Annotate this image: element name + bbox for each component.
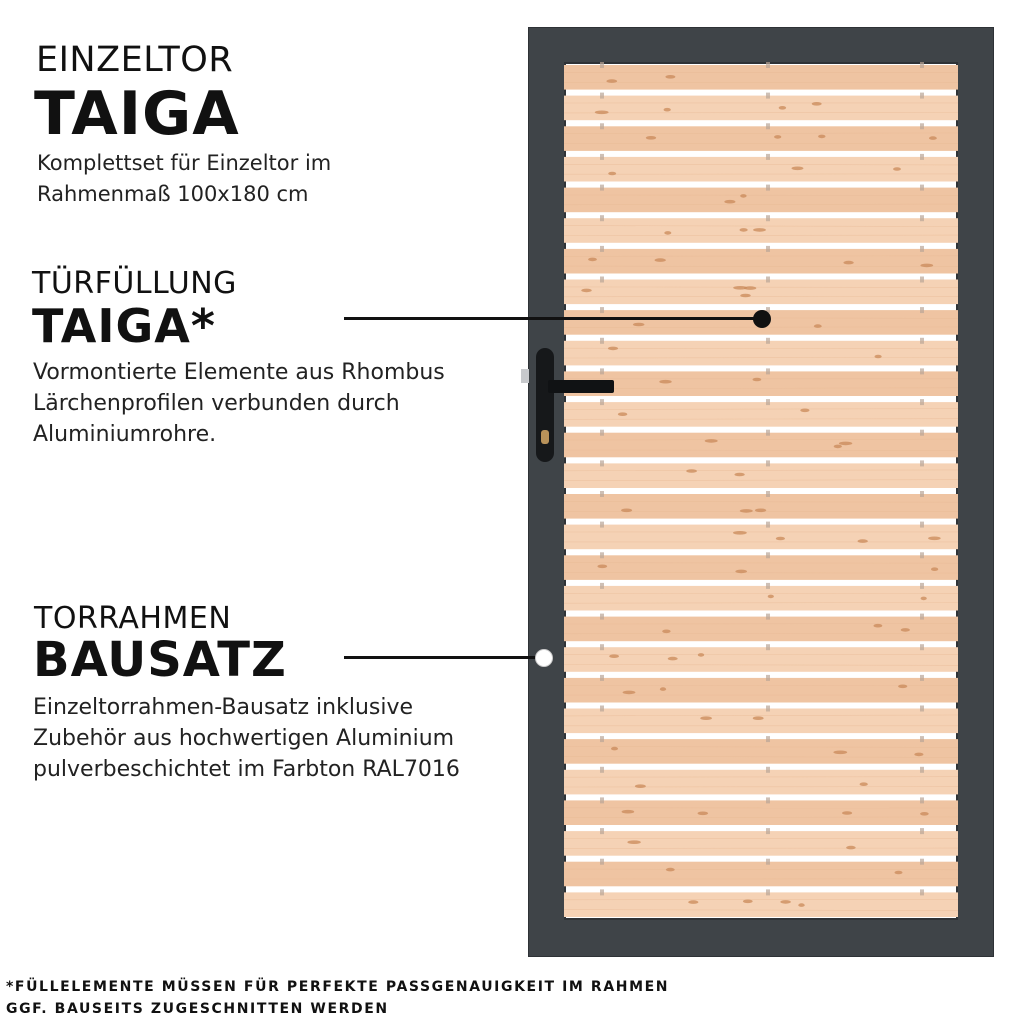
wood-knot [814, 324, 822, 328]
footnote [6, 976, 669, 1020]
aluminium-tube-mark [766, 277, 770, 283]
aluminium-tube-mark [920, 368, 924, 374]
infill-description-line: Aluminiumrohre. [33, 422, 217, 447]
infill-pointer-line [344, 317, 762, 320]
frame-kicker: TORRAHMEN [34, 601, 232, 636]
aluminium-tube-mark [600, 430, 604, 436]
aluminium-tube-mark [920, 736, 924, 742]
aluminium-tube-mark [920, 399, 924, 405]
wood-knot [622, 810, 635, 814]
aluminium-tube-mark [600, 460, 604, 466]
wood-knot [633, 323, 645, 327]
aluminium-tube-mark [600, 62, 604, 68]
wood-knot [740, 228, 748, 232]
wood-slat [564, 617, 958, 642]
aluminium-tube-mark [766, 338, 770, 344]
product-description [37, 148, 331, 210]
frame-description-line: Zubehör aus hochwertigen Aluminium [33, 726, 455, 751]
wood-knot [842, 811, 852, 815]
aluminium-tube-mark [600, 614, 604, 620]
wood-knot [780, 900, 791, 904]
wood-knot [668, 657, 678, 661]
wood-knot [755, 509, 766, 513]
aluminium-tube-mark [920, 430, 924, 436]
aluminium-tube-mark [920, 185, 924, 191]
wood-knot [740, 194, 746, 198]
wood-knot [893, 167, 901, 171]
frame-description-line: Einzeltorrahmen-Bausatz inklusive [33, 695, 414, 720]
wood-knot [753, 228, 766, 232]
wood-knot [768, 595, 774, 599]
wood-knot [800, 409, 809, 413]
aluminium-tube-mark [600, 828, 604, 834]
product-description-line: Rahmenmaß 100x180 cm [37, 182, 309, 206]
wood-slat [564, 892, 958, 917]
product-title: TAIGA [34, 79, 240, 149]
aluminium-tube-mark [920, 552, 924, 558]
aluminium-tube-mark [920, 93, 924, 99]
infill-title: TAIGA* [32, 299, 216, 353]
aluminium-tube-mark [766, 430, 770, 436]
wood-knot [740, 294, 751, 298]
aluminium-tube-mark [766, 368, 770, 374]
wood-knot [700, 716, 712, 720]
wood-knot [743, 900, 753, 904]
lock-cylinder-icon [541, 430, 549, 444]
frame-pointer-dot [535, 649, 553, 667]
aluminium-tube-mark [766, 767, 770, 773]
wood-knot [812, 102, 822, 106]
wood-knot [774, 135, 781, 139]
aluminium-tube-mark [920, 491, 924, 497]
aluminium-tube-mark [766, 62, 770, 68]
wood-knot [839, 442, 852, 446]
wood-slat [564, 463, 958, 488]
aluminium-tube-mark [920, 246, 924, 252]
wood-knot [928, 537, 941, 541]
aluminium-tube-mark [600, 491, 604, 497]
infill-pointer-dot [753, 310, 771, 328]
wood-slat [564, 739, 958, 764]
aluminium-tube-mark [600, 552, 604, 558]
wood-knot [901, 628, 910, 632]
wood-knot [623, 691, 636, 695]
aluminium-tube-mark [600, 859, 604, 865]
wood-slat [564, 65, 958, 90]
wood-knot [753, 378, 762, 382]
aluminium-tube-mark [766, 614, 770, 620]
wood-knot [666, 868, 675, 872]
wood-knot [898, 685, 907, 689]
aluminium-tube-mark [766, 889, 770, 895]
wood-knot [914, 753, 923, 757]
wood-knot [660, 687, 666, 691]
wood-knot [665, 75, 675, 79]
aluminium-tube-mark [920, 338, 924, 344]
wood-slat [564, 770, 958, 795]
aluminium-tube-mark [920, 307, 924, 313]
wood-knot [627, 840, 640, 844]
product-kicker: EINZELTOR [36, 40, 234, 80]
wood-knot [664, 231, 671, 235]
aluminium-tube-mark [600, 644, 604, 650]
aluminium-tube-mark [920, 859, 924, 865]
frame-description [33, 692, 460, 785]
aluminium-tube-mark [766, 246, 770, 252]
aluminium-tube-mark [600, 522, 604, 528]
aluminium-tube-mark [600, 368, 604, 374]
wood-knot [860, 782, 868, 786]
aluminium-tube-mark [920, 123, 924, 129]
wood-knot [698, 653, 704, 657]
wood-knot [920, 264, 933, 268]
aluminium-tube-mark [920, 614, 924, 620]
aluminium-tube-mark [766, 185, 770, 191]
wood-slat [564, 280, 958, 305]
aluminium-tube-mark [600, 277, 604, 283]
wood-slat [564, 831, 958, 856]
aluminium-tube-mark [600, 736, 604, 742]
latch-icon [521, 369, 529, 383]
aluminium-tube-mark [766, 583, 770, 589]
wood-knot [608, 347, 618, 351]
wood-knot [595, 111, 609, 115]
frame-pointer-line [344, 656, 540, 659]
wood-slat [564, 525, 958, 550]
footnote-line: GGF. BAUSEITS ZUGESCHNITTEN WERDEN [6, 1001, 389, 1017]
infill-description-line: Lärchenprofilen verbunden durch [33, 391, 400, 416]
aluminium-tube-mark [600, 889, 604, 895]
wood-knot [606, 79, 617, 83]
aluminium-tube-mark [766, 828, 770, 834]
aluminium-tube-mark [600, 399, 604, 405]
wood-slat [564, 96, 958, 121]
wood-knot [744, 286, 756, 290]
aluminium-tube-mark [766, 460, 770, 466]
aluminium-tube-mark [600, 215, 604, 221]
infill-kicker: TÜRFÜLLUNG [32, 266, 237, 301]
wood-knot [858, 539, 868, 543]
wood-knot [929, 136, 937, 140]
aluminium-tube-mark [920, 767, 924, 773]
wood-knot [753, 716, 764, 720]
wood-knot [776, 537, 785, 541]
wood-slat [564, 188, 958, 213]
aluminium-tube-mark [600, 706, 604, 712]
wood-knot [733, 531, 747, 535]
aluminium-tube-mark [600, 767, 604, 773]
wood-knot [664, 108, 671, 112]
aluminium-tube-mark [920, 889, 924, 895]
wood-slat [564, 709, 958, 734]
aluminium-tube-mark [600, 583, 604, 589]
aluminium-tube-mark [766, 491, 770, 497]
aluminium-tube-mark [920, 706, 924, 712]
wood-knot [635, 784, 646, 788]
door-handle-lever-icon [548, 380, 614, 393]
aluminium-tube-mark [600, 123, 604, 129]
aluminium-tube-mark [766, 736, 770, 742]
aluminium-tube-mark [766, 552, 770, 558]
aluminium-tube-mark [766, 154, 770, 160]
wood-knot [611, 747, 618, 751]
wood-knot [597, 565, 607, 569]
infill-description [33, 357, 445, 450]
aluminium-tube-mark [600, 797, 604, 803]
aluminium-tube-mark [766, 644, 770, 650]
wood-slat [564, 555, 958, 580]
aluminium-tube-mark [600, 307, 604, 313]
wood-knot [798, 903, 804, 907]
wood-knot [834, 445, 842, 449]
wood-knot [843, 261, 853, 265]
aluminium-tube-mark [766, 215, 770, 221]
aluminium-tube-mark [920, 277, 924, 283]
wood-knot [875, 355, 882, 359]
aluminium-tube-mark [600, 246, 604, 252]
aluminium-tube-mark [600, 675, 604, 681]
footnote-line: *FÜLLELEMENTE MÜSSEN FÜR PERFEKTE PASSGENAUIGKEIT IM RAHMEN [6, 979, 670, 995]
aluminium-tube-mark [920, 215, 924, 221]
wood-knot [818, 135, 825, 139]
aluminium-tube-mark [766, 859, 770, 865]
wood-knot [833, 751, 847, 755]
wood-knot [646, 136, 656, 140]
wood-knot [779, 106, 786, 110]
wood-slat [564, 126, 958, 151]
wood-knot [931, 567, 938, 571]
aluminium-tube-mark [920, 460, 924, 466]
product-description-line: Komplettset für Einzeltor im [37, 151, 332, 175]
door-handle-icon [536, 348, 554, 462]
wood-knot [688, 900, 698, 904]
frame-description-line: pulverbeschichtet im Farbton RAL7016 [33, 757, 460, 782]
wood-knot [662, 630, 670, 634]
wood-knot [734, 473, 744, 477]
frame-title: BAUSATZ [33, 632, 287, 688]
aluminium-tube-mark [766, 675, 770, 681]
aluminium-tube-mark [920, 644, 924, 650]
wood-knot [740, 509, 753, 513]
aluminium-tube-mark [920, 154, 924, 160]
aluminium-tube-mark [600, 185, 604, 191]
wood-knot [895, 871, 903, 875]
wood-knot [724, 200, 735, 204]
wood-knot [581, 289, 592, 293]
wood-slats [564, 62, 958, 920]
wood-knot [659, 380, 671, 384]
wood-slat [564, 678, 958, 703]
wood-knot [686, 469, 697, 473]
wood-knot [698, 812, 709, 816]
aluminium-tube-mark [920, 62, 924, 68]
aluminium-tube-mark [600, 154, 604, 160]
wood-knot [618, 412, 627, 416]
wood-knot [735, 570, 747, 574]
wood-knot [846, 846, 856, 850]
wood-knot [608, 172, 616, 176]
wood-slat [564, 341, 958, 366]
aluminium-tube-mark [766, 93, 770, 99]
aluminium-tube-mark [766, 399, 770, 405]
wood-knot [655, 258, 666, 262]
aluminium-tube-mark [600, 338, 604, 344]
wood-knot [874, 624, 883, 628]
wood-knot [921, 597, 927, 601]
wood-slat [564, 249, 958, 274]
wood-slat [564, 433, 958, 458]
aluminium-tube-mark [766, 706, 770, 712]
aluminium-tube-mark [920, 583, 924, 589]
wood-knot [705, 439, 718, 443]
aluminium-tube-mark [920, 797, 924, 803]
aluminium-tube-mark [600, 93, 604, 99]
infill-description-line: Vormontierte Elemente aus Rhombus [33, 360, 445, 385]
aluminium-tube-mark [920, 828, 924, 834]
wood-slat [564, 586, 958, 611]
wood-knot [792, 167, 804, 171]
gate-infill [564, 62, 958, 920]
wood-slat [564, 647, 958, 672]
aluminium-tube-mark [766, 522, 770, 528]
wood-knot [609, 654, 619, 658]
aluminium-tube-mark [766, 123, 770, 129]
wood-knot [588, 258, 597, 262]
wood-knot [621, 509, 632, 513]
wood-slat [564, 494, 958, 519]
wood-knot [920, 812, 929, 816]
aluminium-tube-mark [766, 797, 770, 803]
aluminium-tube-mark [920, 522, 924, 528]
aluminium-tube-mark [920, 675, 924, 681]
wood-slat [564, 371, 958, 396]
